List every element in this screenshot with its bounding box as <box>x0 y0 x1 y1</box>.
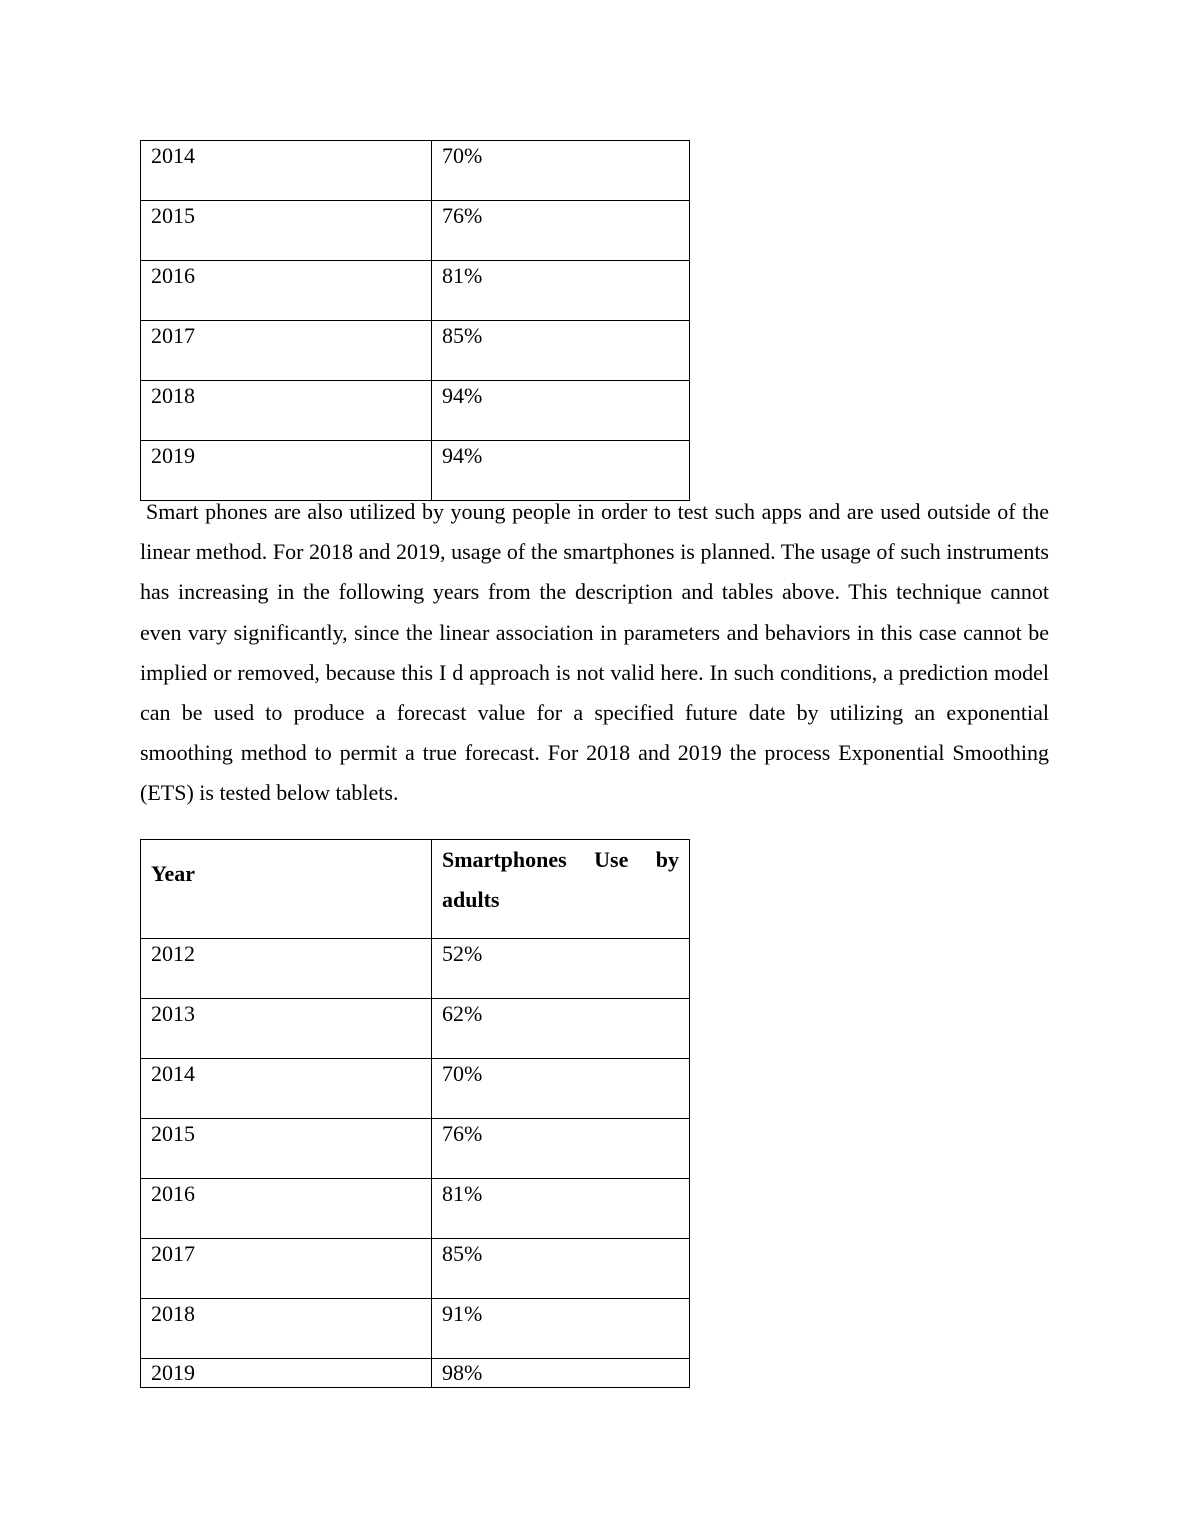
table-row <box>141 321 690 381</box>
year-cell: 2019 <box>141 1359 432 1388</box>
usage-cell: 94% <box>432 381 690 441</box>
year-cell: 2014 <box>141 1059 432 1119</box>
usage-header-cell <box>432 840 690 939</box>
usage-cell: 94% <box>432 441 690 501</box>
table-row <box>141 999 690 1059</box>
table-row <box>141 1359 690 1388</box>
year-cell: 2019 <box>141 441 432 501</box>
usage-cell: 85% <box>432 321 690 381</box>
smartphone-usage-table <box>140 839 690 1388</box>
year-cell: 2017 <box>141 321 432 381</box>
usage-cell: 76% <box>432 1119 690 1179</box>
year-cell: 2018 <box>141 381 432 441</box>
usage-cell: 81% <box>432 261 690 321</box>
table-row <box>141 1059 690 1119</box>
year-cell: 2018 <box>141 1299 432 1359</box>
usage-cell: 70% <box>432 141 690 201</box>
table-row <box>141 261 690 321</box>
smartphone-usage-table-continued <box>140 140 690 501</box>
table-row <box>141 1239 690 1299</box>
year-cell: 2017 <box>141 1239 432 1299</box>
year-cell: 2015 <box>141 201 432 261</box>
usage-cell: 76% <box>432 201 690 261</box>
usage-cell: 62% <box>432 999 690 1059</box>
year-cell: 2014 <box>141 141 432 201</box>
usage-cell: 70% <box>432 1059 690 1119</box>
usage-cell: 91% <box>432 1299 690 1359</box>
usage-cell: 52% <box>432 939 690 999</box>
table-row <box>141 1179 690 1239</box>
usage-cell: 85% <box>432 1239 690 1299</box>
year-cell: 2016 <box>141 1179 432 1239</box>
table-row <box>141 939 690 999</box>
year-cell: 2016 <box>141 261 432 321</box>
table-row <box>141 201 690 261</box>
body-paragraph: Smart phones are also utilized by young people in order to test such apps and are used outside of the linear method. For 2018 and 2019, usage of the smartphones is planned. The usage of such instruments has increasing in the following years from the description and tables above. This technique cannot even vary significantly, since the linear association in parameters and behaviors in this case cannot be implied or removed, because this I d approach is not valid here. In such conditions, a prediction model can be used to produce a forecast value for a specified future date by utilizing an exponential smoothing method to permit a true forecast. For 2018 and 2019 the process Exponential Smoothing (ETS) is tested below tablets. <box>140 499 1049 806</box>
year-cell: 2012 <box>141 939 432 999</box>
year-cell: 2013 <box>141 999 432 1059</box>
table-header-row <box>141 840 690 939</box>
table-row <box>141 1299 690 1359</box>
year-header-cell <box>141 840 432 939</box>
usage-cell: 81% <box>432 1179 690 1239</box>
table-row <box>141 141 690 201</box>
usage-header: Smartphones Use by adults <box>442 847 679 912</box>
table-row <box>141 381 690 441</box>
table-row <box>141 1119 690 1179</box>
usage-cell: 98% <box>432 1359 690 1388</box>
year-cell: 2015 <box>141 1119 432 1179</box>
year-header: Year <box>151 861 195 886</box>
